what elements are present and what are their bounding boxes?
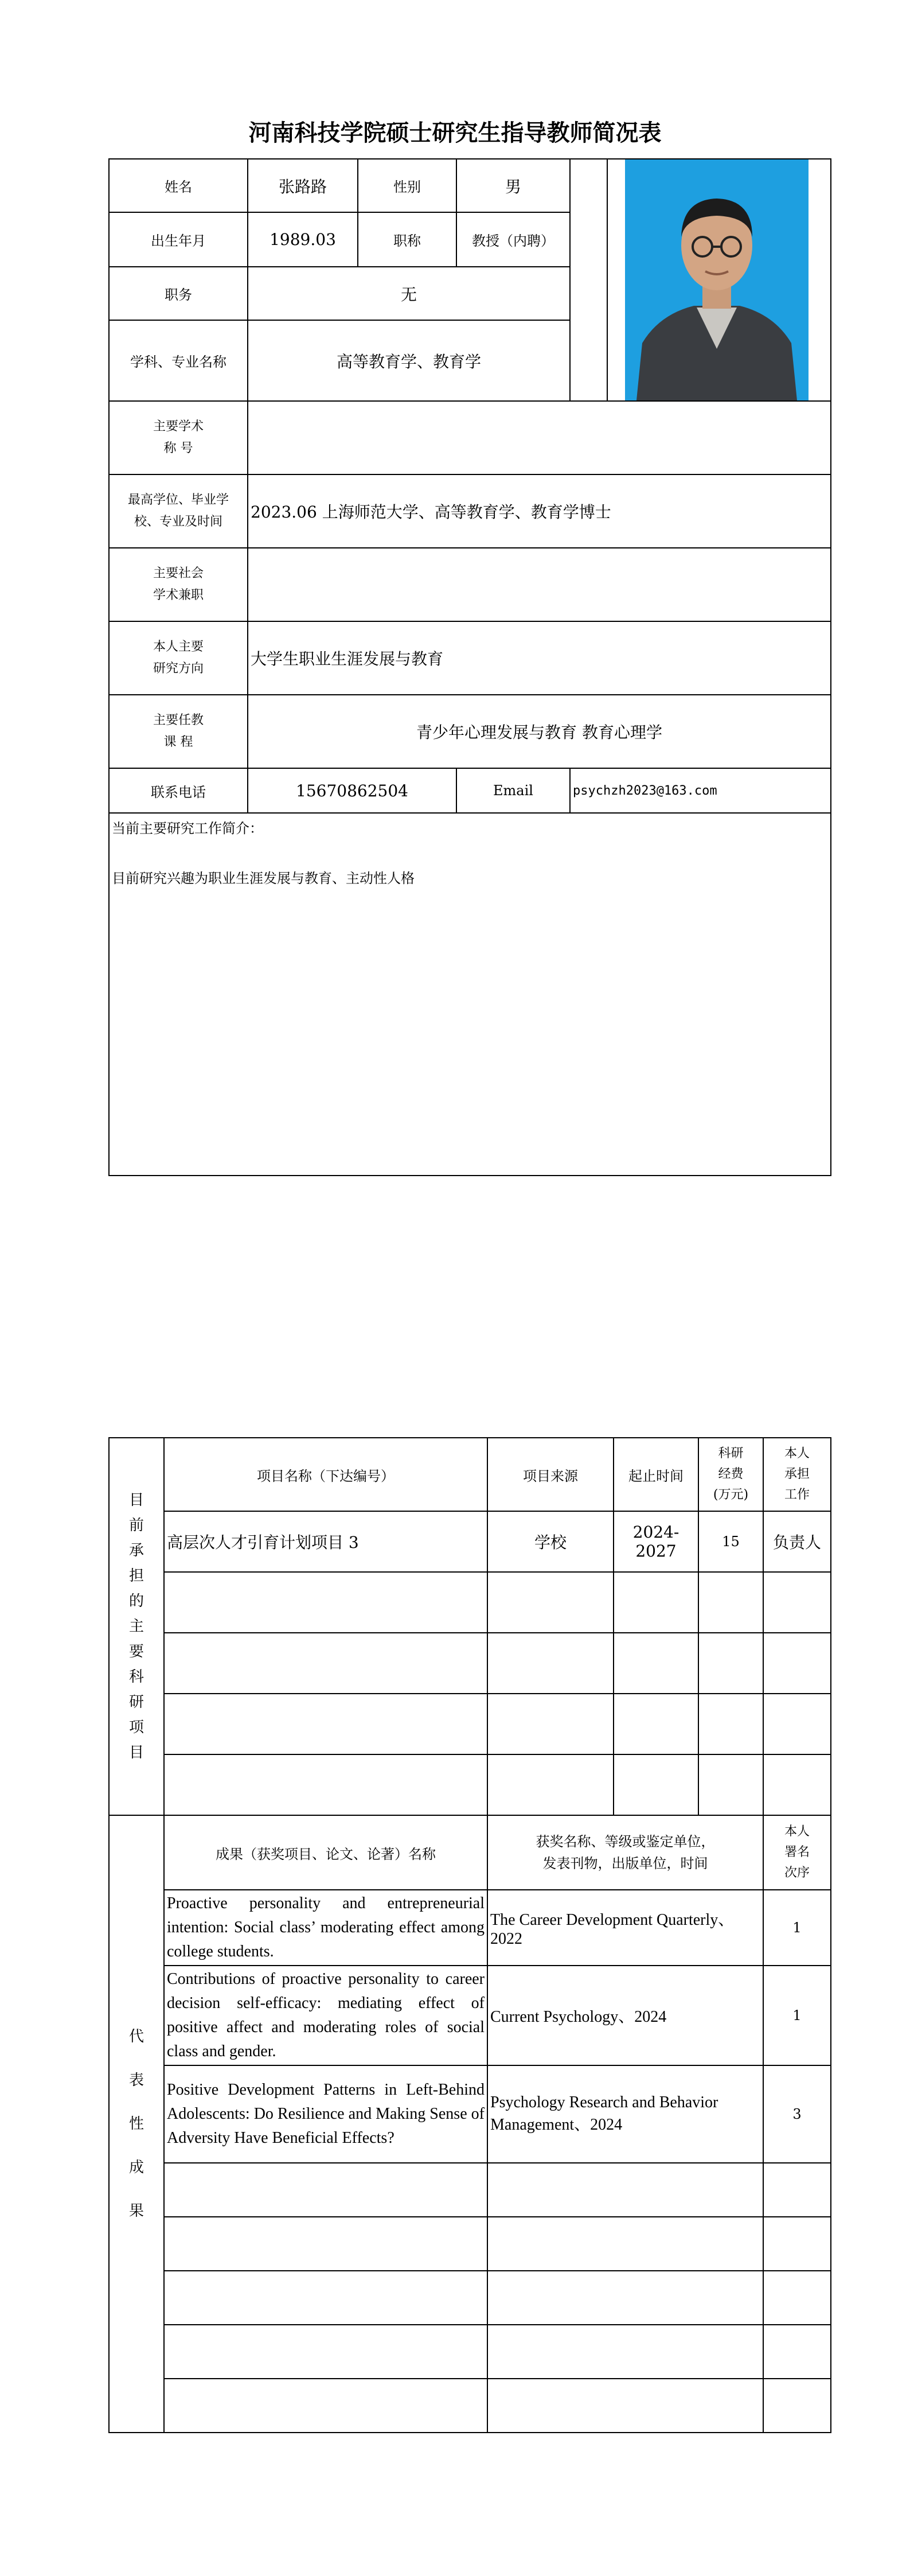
outputs-section-label-char: 代 <box>128 2028 144 2045</box>
table-row <box>109 2271 831 2325</box>
output-venue: Current Psychology、2024 <box>487 1966 763 2065</box>
title-value: 教授（内聘） <box>456 212 570 266</box>
degree-label-line2: 校、专业及时间 <box>134 515 222 529</box>
academic-title-label <box>109 401 248 474</box>
degree-label-line1: 最高学位、毕业学 <box>127 493 229 507</box>
social-label <box>109 548 248 621</box>
profile-photo <box>607 159 831 401</box>
gender-label: 性别 <box>358 159 456 212</box>
projects-section-label-char: 担 <box>128 1567 144 1585</box>
email-label: Email <box>456 768 570 813</box>
photo-spacer <box>570 159 607 401</box>
degree-value: 2023.06 上海师范大学、高等教育学、教育学博士 <box>248 474 831 548</box>
header-funding-line: (万元) <box>713 1488 749 1502</box>
table-row <box>109 1754 831 1815</box>
header-project-role <box>763 1438 831 1511</box>
title-label: 职称 <box>358 212 456 266</box>
table-row <box>109 1890 831 1966</box>
academic-title-label-line2: 称 号 <box>163 441 193 456</box>
output-rank: 3 <box>763 2065 831 2163</box>
table-row <box>109 1511 831 1572</box>
header-role-line: 工作 <box>784 1488 810 1502</box>
output-venue: Psychology Research and Behavior Management、2024 <box>487 2065 763 2163</box>
courses-value: 青少年心理发展与教育 教育心理学 <box>248 695 831 768</box>
outputs-section-label-char: 表 <box>128 2072 144 2089</box>
social-label-line1: 主要社会 <box>153 566 204 581</box>
projects-section-label-char: 研 <box>128 1694 144 1711</box>
header-project-funding <box>698 1438 763 1511</box>
output-venue: The Career Development Quarterly、2022 <box>487 1890 763 1966</box>
header-role-line: 承担 <box>784 1467 810 1481</box>
name-label: 姓名 <box>109 159 248 212</box>
project-period: 2024-2027 <box>614 1511 698 1572</box>
outputs-section-label <box>109 1815 164 2433</box>
table-row <box>109 2217 831 2271</box>
header-funding-line: 科研 <box>718 1446 744 1461</box>
phone-value: 15670862504 <box>248 768 456 813</box>
projects-section-label-char: 要 <box>128 1643 144 1660</box>
research-label-line1: 本人主要 <box>153 640 204 654</box>
header-project-period: 起止时间 <box>614 1438 698 1511</box>
header-rank-line: 次序 <box>784 1866 810 1880</box>
degree-label <box>109 474 248 548</box>
table-row <box>109 1966 831 2065</box>
table-row <box>109 1572 831 1633</box>
projects-section-label-char: 的 <box>128 1593 144 1610</box>
output-name: Proactive personality and entrepreneurial intention: Social class’ moderating effect among college students. <box>164 1890 487 1966</box>
courses-label-line2: 课 程 <box>163 735 193 749</box>
projects-section-label-char: 目 <box>128 1744 144 1761</box>
discipline-label: 学科、专业名称 <box>109 320 248 401</box>
header-role-line: 本人 <box>784 1446 810 1461</box>
duty-value: 无 <box>248 267 570 320</box>
academic-title-value <box>248 401 831 474</box>
project-role: 负责人 <box>763 1511 831 1572</box>
profile-table <box>108 158 831 1176</box>
research-label <box>109 621 248 695</box>
header-venue-line2: 发表刊物，出版单位，时间 <box>542 1855 708 1871</box>
summary-text: 目前研究兴趣为职业生涯发展与教育、主动性人格 <box>112 870 415 886</box>
header-venue-line1: 获奖名称、等级或鉴定单位， <box>536 1834 715 1850</box>
header-output-rank <box>763 1815 831 1890</box>
academic-title-label-line1: 主要学术 <box>153 419 204 434</box>
header-output-venue <box>487 1815 763 1890</box>
social-label-line2: 学术兼职 <box>153 588 204 602</box>
projects-section-label-char: 承 <box>128 1542 144 1559</box>
projects-section-label-char: 科 <box>128 1668 144 1686</box>
header-rank-line: 署名 <box>784 1845 810 1859</box>
header-rank-line: 本人 <box>784 1824 810 1839</box>
page-title: 河南科技学院硕士研究生指导教师简况表 <box>248 120 662 146</box>
summary-label: 当前主要研究工作简介： <box>112 820 263 836</box>
table-row <box>109 2325 831 2379</box>
social-value <box>248 548 831 621</box>
output-rank: 1 <box>763 1966 831 2065</box>
projects-section-label <box>109 1438 164 1815</box>
name-value: 张路路 <box>248 159 358 212</box>
person-photo-icon <box>625 159 809 400</box>
research-label-line2: 研究方向 <box>153 661 204 676</box>
header-output-name: 成果（获奖项目、论文、论著）名称 <box>164 1815 487 1890</box>
projects-section-label-char: 前 <box>128 1517 144 1534</box>
courses-label-line1: 主要任教 <box>153 713 204 727</box>
outputs-section-label-char: 果 <box>128 2203 144 2220</box>
outputs-section-label-char: 成 <box>128 2159 144 2176</box>
gender-value: 男 <box>456 159 570 212</box>
projects-section-label-char: 项 <box>128 1719 144 1736</box>
projects-section-label-char: 目 <box>128 1492 144 1509</box>
projects-section-label-char: 主 <box>128 1618 144 1635</box>
table-row <box>109 2163 831 2217</box>
duty-label: 职务 <box>109 267 248 320</box>
table-row <box>109 2065 831 2163</box>
output-rank: 1 <box>763 1890 831 1966</box>
table-row <box>109 2379 831 2433</box>
table-row <box>109 1633 831 1694</box>
phone-label: 联系电话 <box>109 768 248 813</box>
header-project-name: 项目名称（下达编号） <box>164 1438 487 1511</box>
header-funding-line: 经费 <box>718 1467 744 1481</box>
output-name: Positive Development Patterns in Left-Behind Adolescents: Do Resilience and Making Sense of Adversity Have Beneficial Effects? <box>164 2065 487 2163</box>
table-row <box>109 1694 831 1754</box>
outputs-section-label-char: 性 <box>128 2115 144 2133</box>
summary-cell <box>109 813 831 1176</box>
header-project-source: 项目来源 <box>487 1438 614 1511</box>
courses-label <box>109 695 248 768</box>
birth-label: 出生年月 <box>109 212 248 266</box>
project-source: 学校 <box>487 1511 614 1572</box>
email-value: psychzh2023@163.com <box>570 768 831 813</box>
birth-value: 1989.03 <box>248 212 358 266</box>
output-name: Contributions of proactive personality to career decision self-efficacy: mediating effect of positive affect and moderating roles of social class and gender. <box>164 1966 487 2065</box>
research-value: 大学生职业生涯发展与教育 <box>248 621 831 695</box>
discipline-value: 高等教育学、教育学 <box>248 320 570 401</box>
research-table <box>108 1437 831 2433</box>
project-name: 高层次人才引育计划项目 3 <box>164 1511 487 1572</box>
project-funding: 15 <box>698 1511 763 1572</box>
